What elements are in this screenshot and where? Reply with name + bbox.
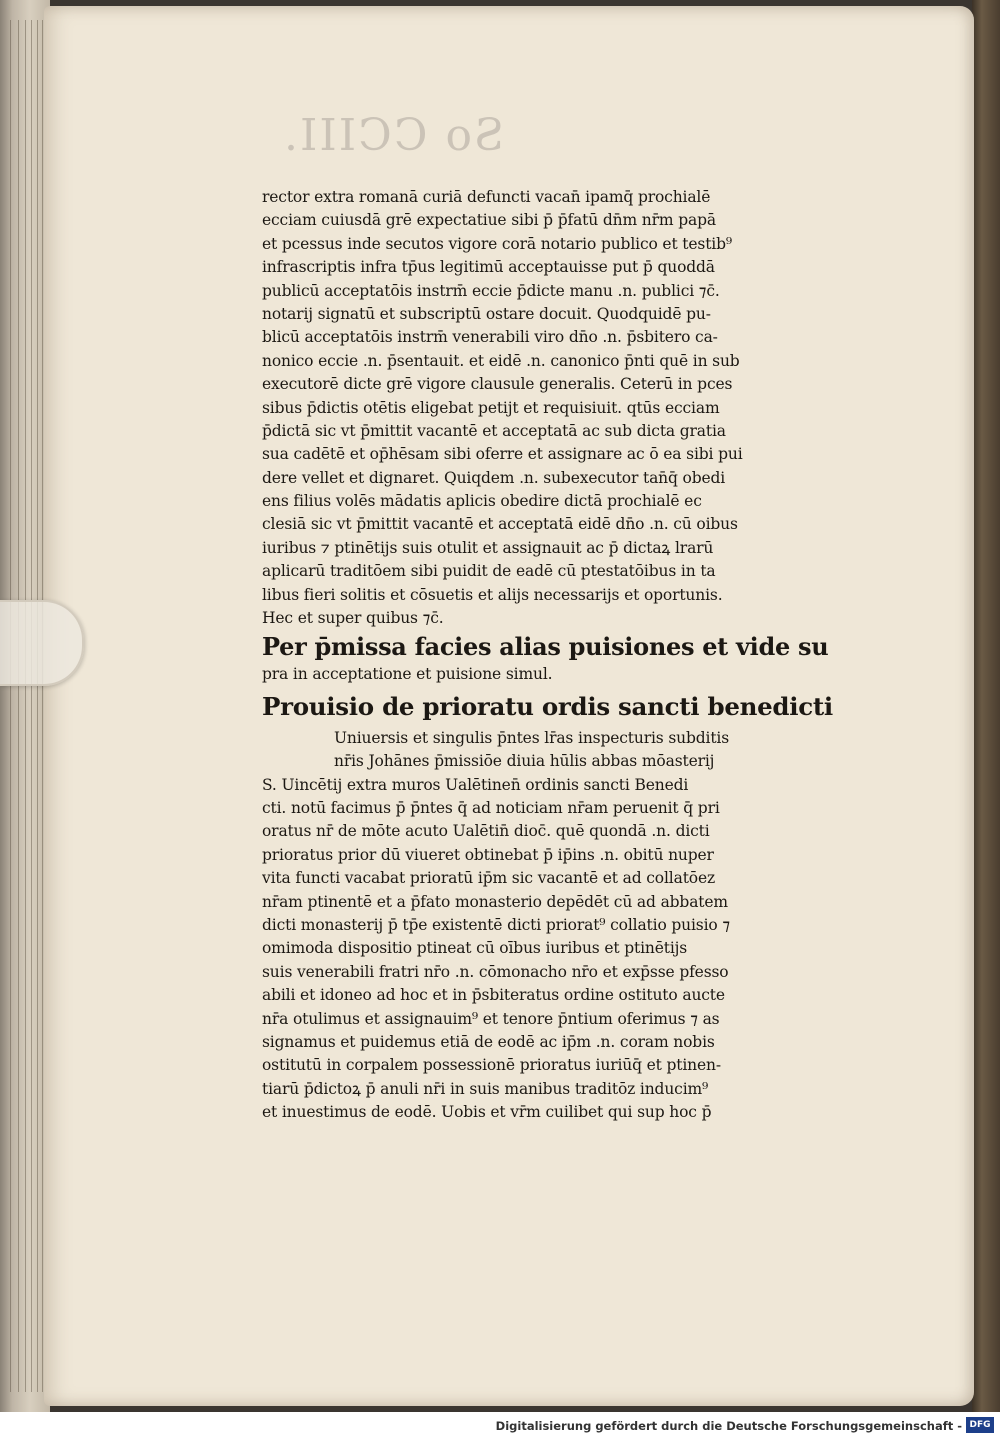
text-line: iuribus ⁊ ptinētijs suis otulit et assignauit ac p̄ dictaꝝ lrarū [262, 538, 714, 557]
text-line: prioratus prior dū viueret obtinebat p̄ ip̄ins .n. obitū nuper [262, 845, 714, 864]
text-block [262, 186, 872, 1124]
text-line: omimoda dispositio ptineat cū oībus iuribus et ptinētijs [262, 939, 688, 958]
text-line: nr̄is Johānes p̄missiōe diuia hūlis abbas mōasterij [334, 752, 715, 771]
text-line: Hec et super quibus ⁊c̄. [262, 609, 444, 628]
text-line: Uniuersis et singulis p̄ntes lr̄as inspecturis subditis [334, 728, 730, 747]
text-line: nr̄a otulimus et assignauim⁹ et tenore p̄ntium oferimus ⁊ as [262, 1009, 720, 1028]
text-line: sua cadētē et op̄hēsam sibi oferre et assignare ac ō ea sibi pui [262, 445, 743, 464]
text-line: suis venerabili fratri nr̄o .n. cōmonacho nr̄o et exp̄sse pfesso [262, 962, 729, 981]
text-line: oratus nr̄ de mōte acuto Ualētin̄ dioc̄. quē quondā .n. dicti [262, 822, 710, 841]
book-cover-edge [972, 0, 1000, 1412]
text-line: rector extra romanā curiā defuncti vacan̄ ipamq̄ prochialē [262, 188, 711, 206]
text-line: notarij signatū et subscriptū ostare docuit. Quodquidē pu- [262, 304, 711, 323]
section-heading: Per p̄missa facies alias puisiones et vide su [262, 632, 829, 662]
text-line: aplicarū traditōem sibi puidit de eadē cū ptestatōibus in ta [262, 562, 716, 581]
text-line: nonico eccie .n. p̄sentauit. et eidē .n. canonico p̄nti quē in sub [262, 351, 740, 370]
text-line: tiarū p̄dictoꝝ p̄ anuli nr̄i in suis manibus traditōz inducim⁹ [262, 1079, 709, 1098]
text-line: dicti monasterij p̄ tp̄e existentē dicti priorat⁹ collatio puisio ⁊ [262, 915, 730, 934]
text-line: blicū acceptatōis instrm̄ venerabili viro dn̄o .n. p̄sbitero ca- [262, 328, 718, 347]
text-line: S. Uincētij extra muros Ualētinen̄ ordinis sancti Benedi [262, 775, 689, 794]
section-heading-continuation: pra in acceptatione et puisione simul. [262, 665, 553, 684]
funding-credit: Digitalisierung gefördert durch die Deutsche Forschungsgemeinschaft - [495, 1419, 962, 1433]
text-line: cti. notū facimus p̄ p̄ntes q̄ ad noticiam nr̄am peruenit q̄ pri [262, 798, 720, 817]
text-line: sibus p̄dictis otētis eligebat petijt et requisiuit. qtūs ecciam [262, 398, 720, 417]
text-line: p̄dictā sic vt p̄mittit vacantē et acceptatā ac sub dicta gratia [262, 421, 726, 440]
section-title: Prouisio de prioratu ordis sancti benedicti [262, 691, 833, 721]
text-line: executorē dicte grē vigore clausule generalis. Ceterū in pces [262, 375, 733, 394]
text-line: nr̄am ptinentē et a p̄fato monasterio depēdēt cū ad abbatem [262, 892, 728, 911]
text-line: ostitutū in corpalem possessionē prioratus iuriūq̄ et ptinen- [262, 1056, 721, 1075]
left-page-edges [0, 0, 50, 1412]
text-line: vita functi vacabat prioratū ip̄m sic vacantē et ad collatōez [262, 869, 715, 888]
text-line: ecciam cuiusdā grē expectatiue sibi p̄ p̄fatū dn̄m nr̄m papā [262, 211, 716, 230]
text-line: clesiā sic vt p̄mittit vacantē et acceptatā eidē dn̄o .n. cū oibus [262, 515, 738, 534]
text-line: ens filius volēs mādatis aplicis obedire dictā prochialē ec [262, 492, 702, 511]
text-line: libus fieri solitis et cōsuetis et alijs necessarijs et oportunis. [262, 585, 723, 604]
text-line: abili et idoneo ad hoc et in p̄sbiteratus ordine ostituto aucte [262, 986, 725, 1005]
text-line: signamus et puidemus etiā de eodē ac ip̄m .n. coram nobis [262, 1032, 715, 1051]
page-clip-tab [0, 600, 84, 686]
text-line: et inuestimus de eodē. Uobis et vr̄m cuilibet qui sup hoc p̄ [262, 1103, 712, 1122]
text-line: infrascriptis infra tp̄us legitimū acceptauisse put p̄ quoddā [262, 258, 715, 277]
dfg-logo: DFG [966, 1417, 994, 1433]
bleed-through-folio: So CCIII. [282, 110, 505, 161]
text-line: et pcessus inde secutos vigore corā notario publico et testib⁹ [262, 234, 732, 253]
text-line: dere vellet et dignaret. Quiqdem .n. subexecutor tan̄q̄ obedi [262, 468, 726, 487]
text-line: publicū acceptatōis instrm̄ eccie p̄dicte manu .n. publici ⁊c̄. [262, 281, 720, 300]
paragraph-2 [262, 727, 872, 1125]
paragraph-1 [262, 186, 872, 630]
